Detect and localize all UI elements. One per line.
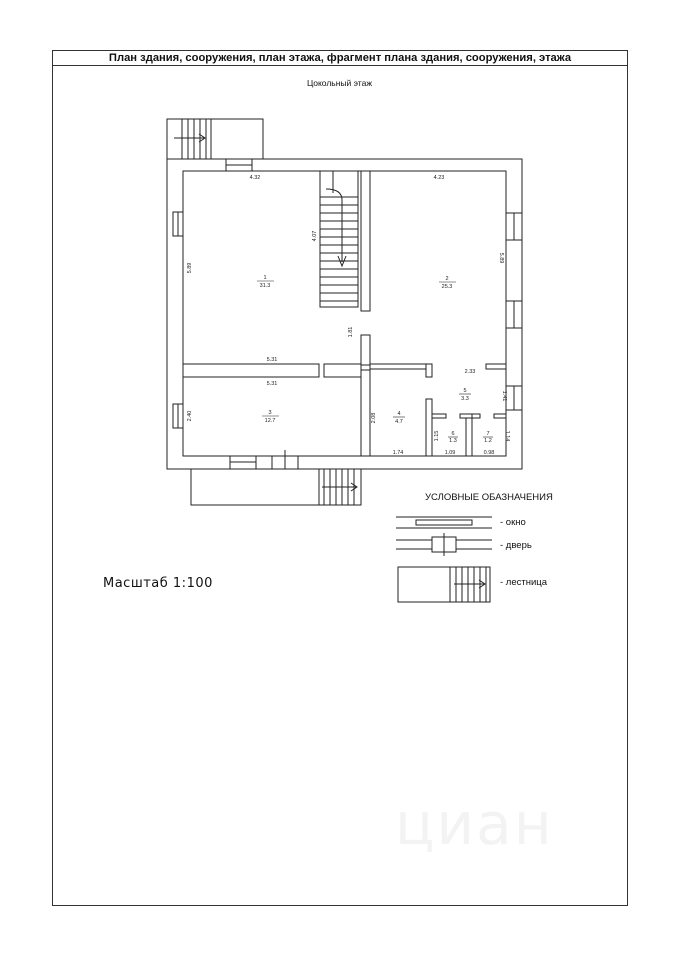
dim-174: 1.74 <box>392 450 404 456</box>
legend-stair-label: - лестница <box>500 577 548 588</box>
wall-corridor-top-right <box>486 364 506 369</box>
legend-window-symbol <box>396 517 492 528</box>
room-3-area: 12.7 <box>264 418 276 424</box>
dim-407: 4.07 <box>312 230 318 242</box>
wall-room1-bottom <box>183 364 319 377</box>
window-left-upper <box>173 212 183 236</box>
dim-114: 1.14 <box>504 430 510 442</box>
window-right-1 <box>506 213 522 240</box>
wall-bath-top-a <box>432 414 446 418</box>
dim-531-lower: 5.31 <box>266 381 278 387</box>
wall-center-vertical-lower <box>361 335 370 365</box>
wall-bath-left <box>426 399 432 456</box>
wall-bath-top-c <box>472 414 480 418</box>
dim-432: 4.32 <box>249 175 261 181</box>
legend-stair-symbol <box>398 567 490 602</box>
dim-531-upper: 5.31 <box>266 357 278 363</box>
dim-589-right: 5.89 <box>498 252 504 264</box>
room-1-area: 31.3 <box>259 283 271 289</box>
legend-door-symbol <box>396 533 492 556</box>
window-bottom <box>230 456 256 469</box>
external-stair-top <box>167 119 263 159</box>
room-7-area: 1.2 <box>484 438 492 444</box>
room-5-area: 3.3 <box>461 396 469 402</box>
dim-141: 1.41 <box>501 390 507 402</box>
window-top <box>226 159 252 171</box>
room-5-number: 5 <box>463 388 467 394</box>
wall-corridor-top <box>370 364 426 369</box>
wall-bath-mid <box>466 414 472 456</box>
dim-208: 2.08 <box>371 412 377 424</box>
wall-corridor-stub <box>426 364 432 377</box>
dim-181: 1.81 <box>348 326 354 338</box>
dim-240: 2.40 <box>187 410 193 422</box>
page-title: План здания, сооружения, план этажа, фрагмент плана здания, сооружения, этажа <box>52 50 628 66</box>
dim-115: 1.15 <box>434 430 440 442</box>
external-stair-bottom <box>191 469 361 505</box>
interior-staircase <box>320 171 358 307</box>
room-4-number: 4 <box>397 411 401 417</box>
window-right-3 <box>506 386 522 410</box>
legend-door-label: - дверь <box>500 540 532 551</box>
dim-109: 1.09 <box>444 450 456 456</box>
window-left-lower <box>173 404 183 428</box>
wall-room3-right <box>361 370 370 456</box>
room-2-area: 25.3 <box>441 284 453 290</box>
wall-bath-top-b <box>460 414 472 418</box>
wall-bath-top-d <box>494 414 506 418</box>
dim-423: 4.23 <box>433 175 445 181</box>
scale-label: Масштаб 1:100 <box>103 576 213 591</box>
room-2-number: 2 <box>445 276 449 282</box>
room-3-number: 3 <box>268 410 272 416</box>
wall-center-vertical <box>361 171 370 311</box>
dim-589-left: 5.89 <box>187 262 193 274</box>
wall-room1-bottom-right <box>324 364 361 377</box>
window-right-2 <box>506 301 522 328</box>
dim-098: 0.98 <box>483 450 495 456</box>
watermark-logo: циан <box>395 790 554 858</box>
room-6-area: 1.3 <box>449 438 457 444</box>
room-6-number: 6 <box>451 431 455 437</box>
dim-233: 2.33 <box>464 369 476 375</box>
room-1-number: 1 <box>263 275 267 281</box>
room-4-area: 4.7 <box>395 419 403 425</box>
legend-window-label: - окно <box>500 517 526 528</box>
room-7-number: 7 <box>486 431 490 437</box>
floor-name: Цокольный этаж <box>306 78 373 88</box>
legend-title: УСЛОВНЫЕ ОБАЗНАЧЕНИЯ <box>425 492 553 503</box>
